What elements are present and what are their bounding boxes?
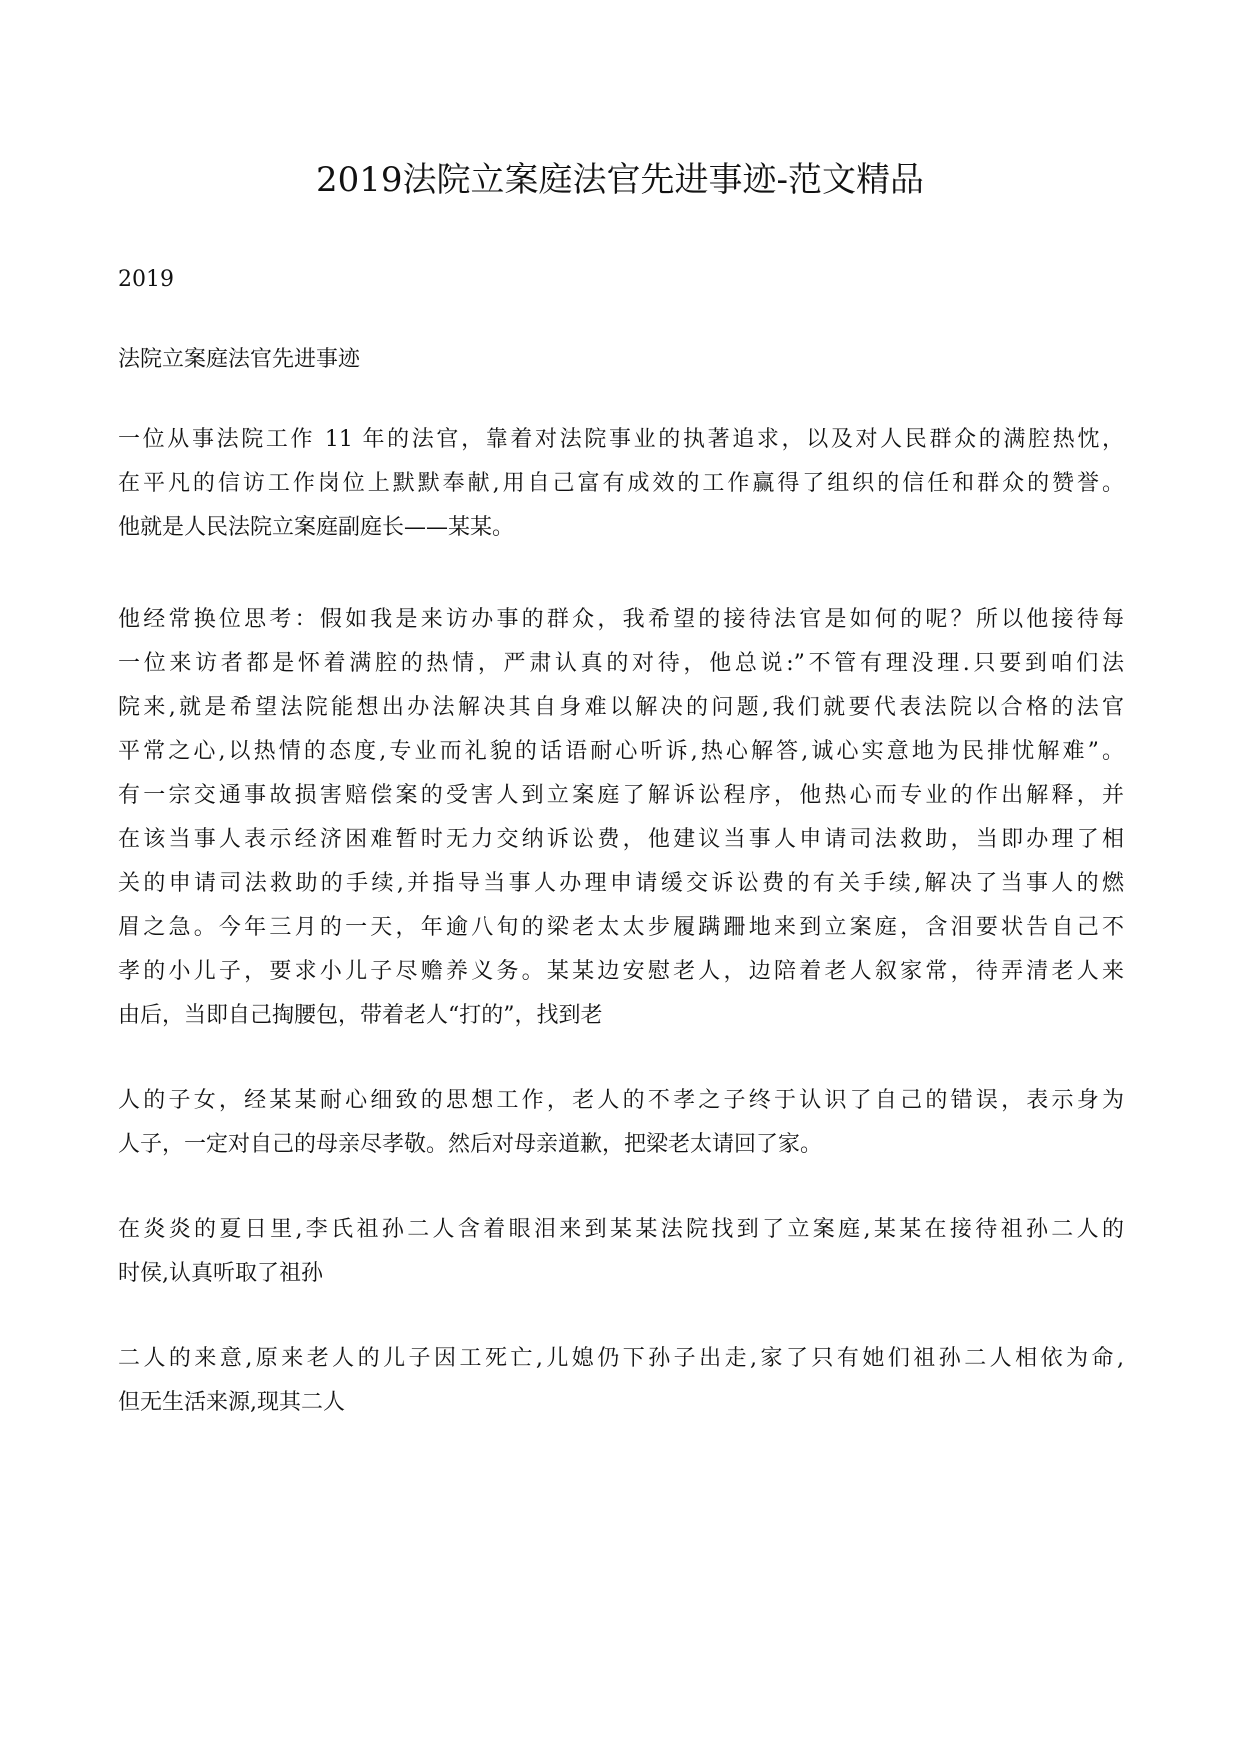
paragraph-line: 人子，一定对自己的母亲尽孝敬。然后对母亲道歉，把梁老太请回了家。: [118, 1132, 823, 1157]
paragraph-5: [118, 1337, 1124, 1425]
paragraph-line: 在平凡的信访工作岗位上默默奉献,用自己富有成效的工作赢得了组织的信任和群众的赞誉。: [118, 471, 1124, 496]
paragraph-line: 一位从事法院工作 11 年的法官，靠着对法院事业的执著追求，以及对人民群众的满腔热忱，: [118, 427, 1124, 452]
paragraph-line: 在该当事人表示经济困难暂时无力交纳诉讼费，他建议当事人申请司法救助，当即办理了相: [118, 827, 1124, 852]
paragraph-line: 他就是人民法院立案庭副庭长——某某。: [118, 515, 515, 540]
paragraph-line: 时侯,认真听取了祖孙: [118, 1261, 323, 1286]
paragraph-line: 他经常换位思考：假如我是来访办事的群众，我希望的接待法官是如何的呢？所以他接待每: [118, 607, 1124, 632]
paragraph-line: 但无生活来源,现其二人: [118, 1390, 345, 1415]
subtitle: 法院立案庭法官先进事迹: [118, 347, 361, 372]
paragraph-4: [118, 1208, 1124, 1296]
paragraph-1: [118, 418, 1124, 550]
paragraph-line: 有一宗交通事故损害赔偿案的受害人到立案庭了解诉讼程序，他热心而专业的作出解释，并: [118, 783, 1124, 808]
paragraph-line: 平常之心,以热情的态度,专业而礼貌的话语耐心听诉,热心解答,诚心实意地为民排忧解难”。: [118, 739, 1124, 764]
paragraph-3: [118, 1079, 1124, 1167]
year-line: 2019: [118, 267, 174, 292]
paragraph-line: 人的子女，经某某耐心细致的思想工作，老人的不孝之子终于认识了自己的错误，表示身为: [118, 1088, 1124, 1113]
document-title: 2019法院立案庭法官先进事迹-范文精品: [315, 160, 924, 200]
paragraph-line: 由后，当即自己掏腰包，带着老人“打的”，找到老: [118, 1003, 603, 1028]
paragraph-line: 二人的来意,原来老人的儿子因工死亡,儿媳仍下孙子出走,家了只有她们祖孙二人相依为命,: [118, 1346, 1124, 1371]
paragraph-line: 关的申请司法救助的手续,并指导当事人办理申请缓交诉讼费的有关手续,解决了当事人的燃: [118, 871, 1124, 896]
paragraph-2: [118, 598, 1124, 1038]
paragraph-line: 孝的小儿子，要求小儿子尽赡养义务。某某边安慰老人，边陪着老人叙家常，待弄清老人来: [118, 959, 1124, 984]
paragraph-line: 在炎炎的夏日里,李氏祖孙二人含着眼泪来到某某法院找到了立案庭,某某在接待祖孙二人的: [118, 1217, 1124, 1242]
paragraph-line: 一位来访者都是怀着满腔的热情，严肃认真的对待，他总说:”不管有理没理.只要到咱们法: [118, 651, 1124, 676]
paragraph-line: 院来,就是希望法院能想出办法解决其自身难以解决的问题,我们就要代表法院以合格的法官: [118, 695, 1124, 720]
paragraph-line: 眉之急。今年三月的一天，年逾八旬的梁老太太步履蹒跚地来到立案庭，含泪要状告自己不: [118, 915, 1124, 940]
